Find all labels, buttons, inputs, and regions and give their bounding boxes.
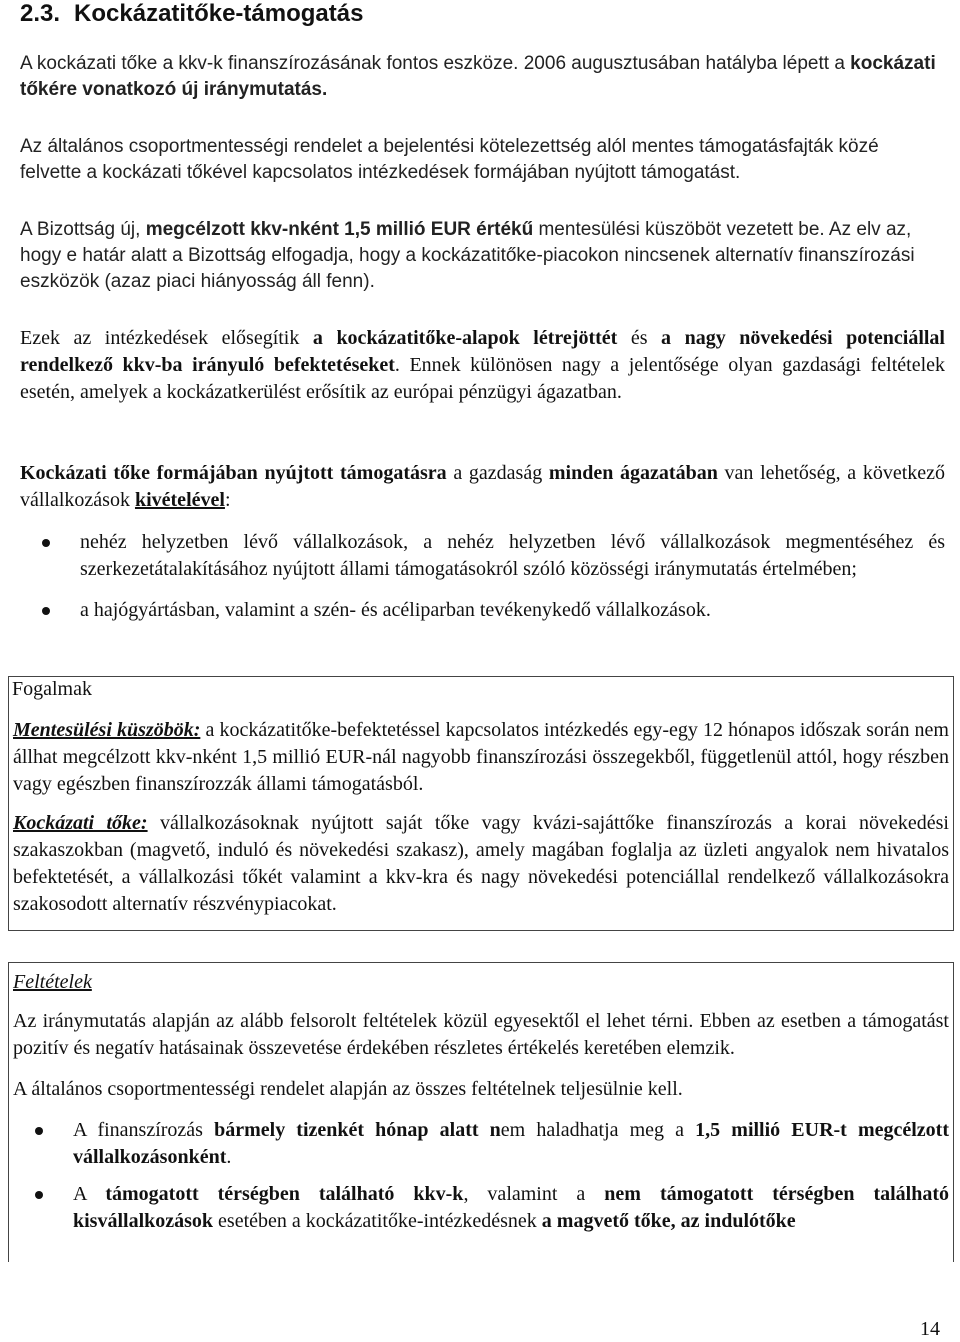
intro-p4-text-c: és bbox=[617, 327, 662, 349]
conditions-label-text: Feltételek bbox=[13, 971, 92, 993]
condition-bold: a magvető tőke, az indulótőke bbox=[541, 1210, 796, 1232]
intro-p5-text-d: van lehetőség, a következő vállalkozások bbox=[20, 462, 946, 511]
intro-p4-text-a: Ezek az intézkedések elősegítik bbox=[20, 327, 313, 349]
definitions-box bbox=[8, 676, 954, 931]
page-number: 14 bbox=[920, 1318, 940, 1340]
intro-p4-text-e: . Ennek különösen nagy a jelentősége olyan gazdasági feltételek esetén, amelyek a kockázatkerülést erősítik az európai pénzügyi ágazatban. bbox=[20, 354, 945, 403]
condition-bold: támogatott térségben található kkv-k bbox=[105, 1183, 464, 1205]
intro-p4-bold-d: a nagy növekedési potenciállal rendelkező kkv-ba irányuló befektetéseket bbox=[20, 327, 945, 376]
intro-p1-text: A kockázati tőke a kkv-k finanszírozásának fontos eszköze. 2006 augusztusában hatályba lépett a bbox=[20, 53, 851, 74]
exception-item bbox=[20, 597, 945, 624]
bullet-icon bbox=[42, 539, 50, 547]
conditions-box bbox=[8, 962, 954, 1262]
condition-bold: 1,5 millió EUR-t megcélzott vállalkozásonként bbox=[73, 1119, 950, 1168]
intro-paragraph-1 bbox=[20, 51, 945, 103]
exceptions-list bbox=[20, 529, 945, 638]
intro-p5-text-b: a gazdaság bbox=[446, 462, 549, 484]
section-title: Kockázatitőke-támogatás bbox=[74, 0, 364, 27]
intro-p5-colon: : bbox=[224, 489, 231, 511]
exception-text: a hajógyártásban, valamint a szén- és acéliparban tevékenykedő vállalkozások. bbox=[80, 599, 711, 621]
condition-text: em haladhatja meg a bbox=[500, 1119, 696, 1141]
intro-p5-bold-a: Kockázati tőke formájában nyújtott támogatásra bbox=[20, 462, 447, 484]
definitions-label: Fogalmak bbox=[12, 678, 92, 700]
definition-text: a kockázatitőke-befektetéssel kapcsolatos intézkedés egy-egy 12 hónapos időszak során nem állhat megcélzott kkv-nként 1,5 millió EUR-nál nagyobb finanszírozási összegekből, függetlenül attól, hogy részben vagy egészben finanszírozzák állami támogatásból. bbox=[13, 719, 949, 795]
intro-p5-bold-underlined: kivételével bbox=[134, 489, 225, 511]
intro-p4-bold-b: a kockázatitőke-alapok létrejöttét bbox=[312, 327, 618, 349]
condition-bold: bármely tizenkét hónap alatt n bbox=[214, 1119, 501, 1141]
conditions-paragraph-2: A általános csoportmentességi rendelet alapján az összes feltételnek teljesülnie kell. bbox=[13, 1078, 683, 1100]
section-number: 2.3. bbox=[20, 0, 61, 27]
intro-paragraph-3 bbox=[20, 217, 945, 295]
exception-item bbox=[20, 529, 945, 583]
intro-p3-bold: megcélzott kkv-nként 1,5 millió EUR értékű bbox=[145, 219, 534, 240]
condition-text: A finanszírozás bbox=[73, 1119, 215, 1141]
intro-paragraph-4 bbox=[20, 325, 945, 406]
intro-p3-text-a: A Bizottság új, bbox=[20, 219, 146, 240]
condition-item-2 bbox=[13, 1181, 949, 1235]
intro-paragraph-5 bbox=[20, 460, 945, 514]
section-heading bbox=[20, 0, 940, 28]
exception-text: nehéz helyzetben lévő vállalkozások, a nehéz helyzetben lévő vállalkozások megmentéséhez és szerkezetátalakításához nyújtott állami támogatásokról szóló közösségi iránymutatás értelmében; bbox=[80, 531, 945, 580]
condition-item-1 bbox=[13, 1117, 949, 1171]
intro-p3-text-c: mentesülési küszöböt vezetett be. Az elv az, hogy e határ alatt a Bizottság elfogadja, hogy a kockázatitőke-piacokon nincsenek alternatív finanszírozási eszközök (azaz piaci hiányosság áll fenn). bbox=[20, 219, 915, 292]
condition-text: esetében a kockázatitőke-intézkedésnek bbox=[213, 1210, 542, 1232]
definition-term: Kockázati tőke: bbox=[13, 812, 148, 834]
condition-text: . bbox=[226, 1146, 232, 1168]
intro-paragraph-2: Az általános csoportmentességi rendelet a bejelentési kötelezettség alól mentes támogatásfajták közé felvette a kockázati tőkével kapcsolatos intézkedések formájában nyújtott támogatást. bbox=[20, 136, 879, 183]
definition-term: Mentesülési küszöbök: bbox=[13, 719, 201, 741]
condition-text: , valamint a bbox=[463, 1183, 605, 1205]
bullet-icon bbox=[35, 1127, 43, 1135]
definition-threshold bbox=[13, 717, 949, 798]
bullet-icon bbox=[35, 1191, 43, 1199]
definition-text: vállalkozásoknak nyújtott saját tőke vagy kvázi-sajáttőke finanszírozás a korai növekedési szakaszokban (magvető, induló és növekedési szakasz), amely magában foglalja az üzleti angyalok nem hivatalos befektetését, a vállalkozási tőkét valamint a kkv-kra és nagy növekedési potenciállal rendelkező vállalkozásokra szakosodott alternatív részvénypiacokat. bbox=[13, 812, 949, 915]
conditions-label bbox=[13, 969, 949, 996]
intro-p1-bold: kockázati tőkére vonatkozó új iránymutatás. bbox=[20, 53, 936, 100]
condition-text: A bbox=[73, 1183, 106, 1205]
bullet-icon bbox=[42, 607, 50, 615]
condition-bold: nem támogatott térségben található kisvállalkozások bbox=[73, 1183, 950, 1232]
definition-venture-capital bbox=[13, 810, 949, 918]
intro-p5-bold-c: minden ágazatában bbox=[548, 462, 718, 484]
conditions-paragraph-1: Az iránymutatás alapján az alább felsorolt feltételek közül egyesektől el lehet térni. Ebben az esetben a támogatást pozitív és negatív hatásainak összevetése érdekében részletes értékelés keretében elemzik. bbox=[13, 1010, 949, 1059]
